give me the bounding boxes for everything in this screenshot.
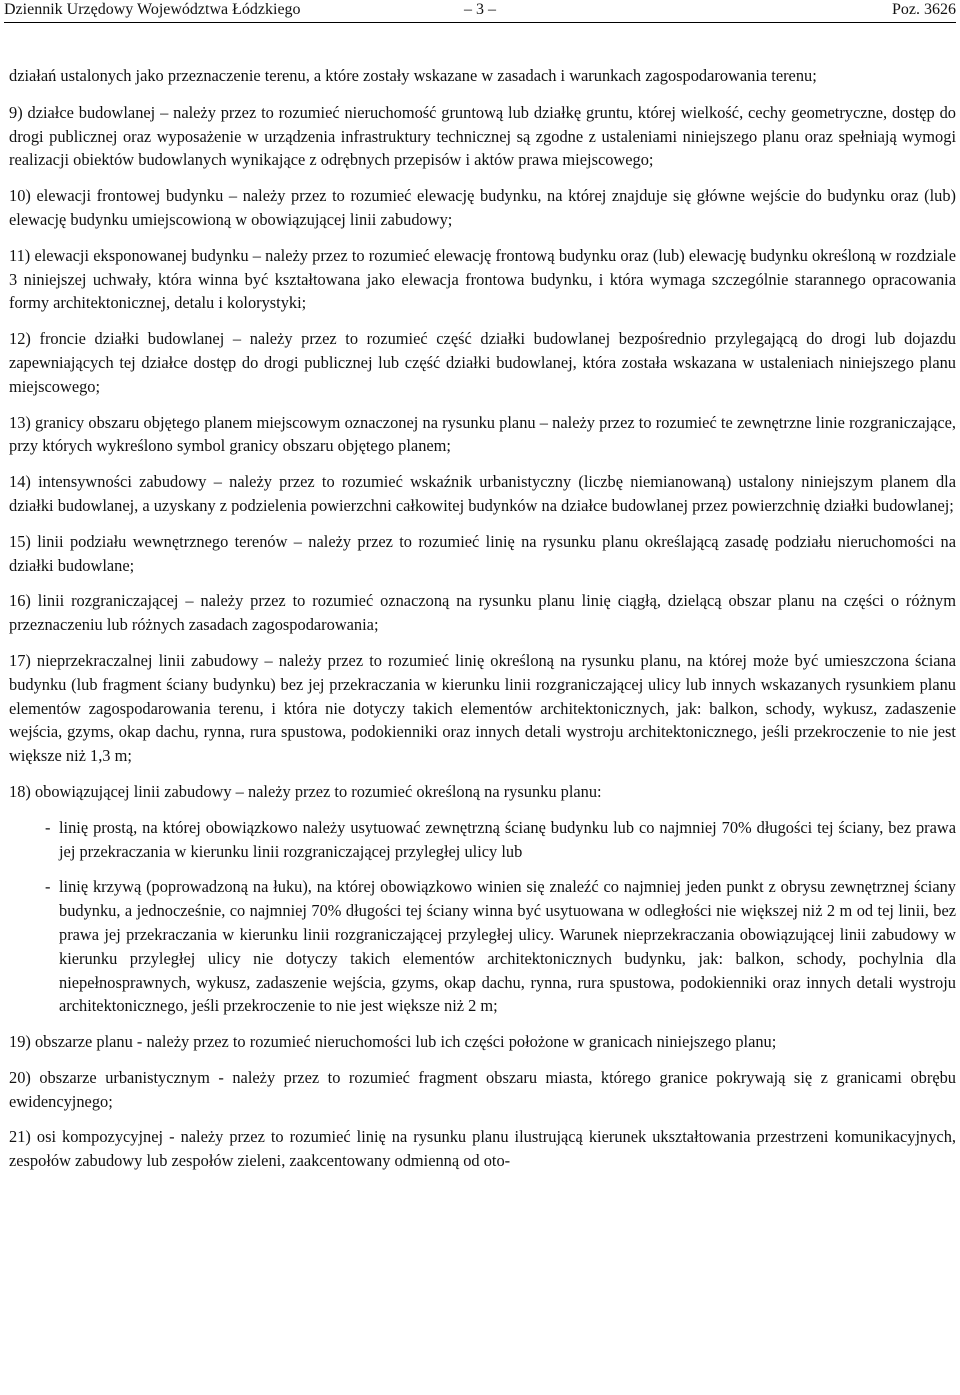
paragraph-continuation: działań ustalonych jako przeznaczenie terenu, a które zostały wskazane w zasadach i warunkach zagospodarowania terenu; [9, 66, 817, 85]
page-number: – 3 – [464, 1, 496, 18]
definition-15: 15) linii podziału wewnętrznego terenów – należy przez to rozumieć linię na rysunku planu określającą zasadę podziału nieruchomości na działki budowlane; [9, 531, 956, 575]
definition-9: 9) działce budowlanej – należy przez to rozumieć nieruchomość gruntową lub działkę gruntu, której wielkość, cechy geometryczne, dostęp do drogi publicznej oraz wyposażenie w urządzenia infrastruktury technicznej są zgodne z ustaleniami niniejszego planu oraz spełniają wymogi realizacji obiektów budowlanych wynikające z odrębnych przepisów i aktów prawa miejscowego; [9, 102, 956, 170]
list-item-text: linię krzywą (poprowadzoną na łuku), na której obowiązkowo winien się znaleźć co najmniej jeden punkt z obrysu zewnętrznej ściany budynku, a jednocześnie, co najmniej 70% długości tej ściany winna być usytuowana w odległości nie większej niż 2 m od tej linii, bez prawa jej przekraczania w kierunku linii rozgraniczającej przyległej ulicy. Warunek nieprzekraczania obowiązującej linii zabudowy w kierunku przyległej ulicy nie dotyczy takich elementów architektonicznych budynku, jak: balkon, schody, pochylnia dla niepełnosprawnych, wykusz, zadaszenie wejścia, gzyms, okap dachu, rynna, rura spustowa, podokienniki oraz innych detali wystroju architektonicznego, jeśli przekroczenie to nie jest większe niż 2 m; [59, 877, 956, 1016]
definition-12: 12) froncie działki budowlanej – należy przez to rozumieć część działki budowlanej bezpośrednio przylegającą do drogi lub dojazdu zapewniających tej działce dostęp do drogi publicznej lub część działki budowlanej, która została wskazana w ustaleniach niniejszego planu miejscowego; [9, 329, 956, 396]
definition-21: 21) osi kompozycyjnej - należy przez to rozumieć linię na rysunku planu ilustrującą kierunek ukształtowania przestrzeni komunikacyjnych, zespołów zabudowy lub zespołów zieleni, zaakcentowany odmienną od oto- [9, 1127, 956, 1171]
definition-11: 11) elewacji eksponowanej budynku – należy przez to rozumieć elewację frontową budynku oraz (lub) elewację budynku określoną w rozdziale 3 niniejszej uchwały, która winna być kształtowana jako elewacja frontowa budynku, i która wymaga szczególnie starannego opracowania formy architektonicznej, detalu i kolorystyki; [9, 245, 956, 313]
dash-marker: - [45, 877, 51, 897]
definition-14: 14) intensywności zabudowy – należy przez to rozumieć wskaźnik urbanistyczny (liczbę niemianowaną) ustalony niniejszym planem dla działki budowlanej, a uzyskany z podzielenia powierzchni całkowitej budynków na działce budowlanej przez powierzchnię działki budowlanej; [9, 472, 956, 515]
journal-title: Dziennik Urzędowy Województwa Łódzkiego [4, 1, 301, 18]
definition-17: 17) nieprzekraczalnej linii zabudowy – należy przez to rozumieć linię określoną na rysunku planu, na której może być umieszczona ściana budynku (lub fragment ściany budynku) bez jej przekraczania w kierunku linii rozgraniczającej ulicy lub innych wskazanych rysunkiem planu elementów zagospodarowania terenu, i która nie dotyczy takich elementów architektonicznych, jak: balkon, schody, wykusz, zadaszenie wejścia, gzyms, okap dachu, rynna, rura spustowa, podokienniki oraz innych detali wystroju architektonicznego, jeśli przekroczenie to nie jest większe niż 1,3 m; [9, 650, 956, 766]
list-item-text: linię prostą, na której obowiązkowo należy usytuować zewnętrzną ścianę budynku lub co najmniej 70% długości tej ściany, bez prawa jej przekraczania w kierunku linii rozgraniczającej przyległej ulicy lub [59, 817, 956, 861]
definition-10: 10) elewacji frontowej budynku – należy przez to rozumieć elewację budynku, na której znajduje się główne wejście do budynku oraz (lub) elewację budynku umiejscowioną w obowiązującej linii zabudowy; [9, 186, 956, 229]
page-header [4, 0, 956, 23]
definition-18: 18) obowiązującej linii zabudowy – należy przez to rozumieć określoną na rysunku planu: [9, 781, 602, 801]
definition-20: 20) obszarze urbanistycznym - należy przez to rozumieć fragment obszaru miasta, którego granice pokrywają się z granicami obrębu ewidencyjnego; [9, 1067, 956, 1111]
position-number: Poz. 3626 [892, 1, 956, 18]
document-body [9, 64, 956, 1185]
definition-18-list [9, 816, 956, 1018]
definition-13: 13) granicy obszaru objętego planem miejscowym oznaczonej na rysunku planu – należy przez to rozumieć te zewnętrzne linie rozgraniczające, przy których wykreślono symbol granicy obszaru objętego planem; [9, 412, 956, 456]
list-item [9, 816, 956, 864]
dash-marker: - [45, 817, 51, 837]
definition-19: 19) obszarze planu - należy przez to rozumieć nieruchomości lub ich części położone w granicach niniejszego planu; [9, 1032, 777, 1052]
definition-16: 16) linii rozgraniczającej – należy przez to rozumieć oznaczoną na rysunku planu linię ciągłą, dzielącą obszar planu na części o różnym przeznaczeniu lub różnych zasadach zagospodarowania; [9, 591, 956, 635]
list-item [9, 875, 956, 1018]
